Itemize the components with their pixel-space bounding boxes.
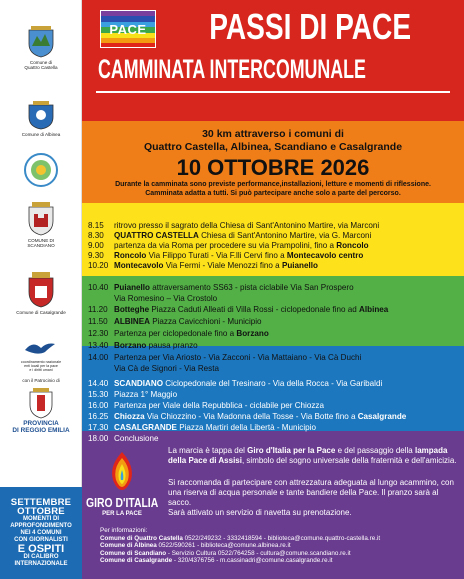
schedule-row: 15.30 Piazza 1° Maggio — [88, 390, 178, 399]
crest-scandiano: COMUNE DI SCANDIANO — [19, 200, 63, 249]
schedule-row: 11.20 Botteghe Piazza Caduti Alleati di Villa Rossi - ciclopedonale fino ad Albinea — [88, 305, 389, 314]
schedule-row: 17.30 CASALGRANDE Piazza Martiri della Libertà - Municipio — [88, 423, 316, 432]
schedule-row: Via Cà de Signori - Via Resta — [114, 364, 219, 373]
schedule-row: 16.00 Partenza per Viale della Repubblica - ciclabile per Chiozza — [88, 401, 324, 410]
patrocinio: con il Patrocinio di PROVINCIA DI REGGIO EMILIA — [12, 378, 70, 434]
contact-row: Comune di Casalgrande - 320/4376756 - m.cassinadri@comune.casalgrande.re.it — [100, 557, 333, 565]
promo-box: SETTEMBRE OTTOBRE MOMENTI DI APPROFONDIMENTO NEI 4 COMUNI CON GIORNALISTI E OSPITI DI CALIBRO INTERNAZIONALE — [0, 487, 82, 579]
schedule-row: 10.20 Montecavolo Via Fermi - Viale Menozzi fino a Puianello — [88, 261, 318, 270]
schedule-row: 8.15 ritrovo presso il sagrato della Chiesa di Sant'Antonino Martire, via Marconi — [88, 221, 380, 230]
crest-round-seal — [19, 152, 63, 188]
contact-row: Comune di Scandiano - Servizio Cultura 0522/764258 - cultura@comune.scandiano.re.it — [100, 549, 351, 557]
recommendation: Si raccomanda di partecipare con attrezzatura adeguata al lungo acammino, con una riserva di acqua personale e tante bandiere della Pace. Il pranzo sarà al sacco. — [168, 478, 454, 507]
contact-row: Comune di Albinea 0522/590261 - biblioteca@comune.albinea.re.it — [100, 542, 291, 550]
page-subtitle: CAMMINATA INTERCOMUNALE — [98, 54, 366, 84]
giro-logo: GIRO D'ITALIA PER LA PACE — [84, 450, 160, 536]
schedule-row: Via Romesino – Via Crostolo — [114, 294, 218, 303]
route-summary: 30 km attraverso i comuni di Quattro Castella, Albinea, Scandiano e Casalgrande — [143, 128, 403, 153]
peace-flag-icon — [100, 10, 156, 48]
page-title: PASSI DI PACE — [209, 6, 412, 47]
schedule-row: 16.25 Chiozza Via Chiozzino - Via Madonna della Tosse - Via Botte fino a Casalgrande — [88, 412, 407, 421]
schedule-row: 8.30 QUATTRO CASTELLA Chiesa di Sant'Antonino Martire, via G. Marconi — [88, 231, 372, 240]
round-seal-icon — [23, 152, 59, 188]
schedule-row: 11.50 ALBINEA Piazza Cavicchioni - Municipio — [88, 317, 262, 326]
intro-text: Durante la camminata sono previste performance,installazioni, letture e momenti di riflessione. Camminata adatta a tutti. Si può partecipare anche solo a parte del percorso. — [115, 181, 431, 197]
scandiano-crest-icon — [27, 200, 55, 236]
flag-word: PACE — [109, 22, 147, 37]
main-poster — [82, 0, 464, 579]
event-date: 10 OTTOBRE 2026 — [176, 155, 370, 180]
schedule-row: 13.40 Borzano pausa pranzo — [88, 341, 198, 350]
contact-row: Comune di Quattro Castella 0522/249232 - 3332418594 - biblioteca@comune.quattro-castella.re.it — [100, 534, 381, 542]
schedule-row: 9.30 Roncolo Via Filippo Turati - Via F.lli Cervi fino a Montecavolo centro — [88, 251, 364, 260]
giro-description: La marcia è tappa del Giro d'Italia per la Pace e del passaggio della lampada della Pace di Assisi, simbolo del sogno universale della fraternità e dell'amicizia. — [168, 446, 457, 465]
dove-icon — [21, 338, 61, 358]
schedule-row: 12.30 Partenza per ciclopedonale fino a Borzano — [88, 329, 269, 338]
schedule-row: 14.40 SCANDIANO Ciclopedonale del Tresinaro - Via della Rocca - Via Garibaldi — [88, 379, 383, 388]
crest-albinea: Comune di Albinea — [19, 100, 63, 137]
schedule-row: 14.00 Partenza per Via Ariosto - Via Zacconi - Via Mattaiano - Via Cà Duchi — [88, 353, 362, 362]
albinea-crest-icon — [27, 100, 55, 130]
crest-quattro-castella: Comune di Quattro Castella — [19, 24, 63, 71]
quattro-castella-crest-icon — [27, 24, 55, 58]
sponsor-sidebar — [0, 0, 82, 579]
shuttle-note: Sarà attivato un servizio di navetta su prenotazione. — [168, 508, 352, 517]
crest-casalgrande: Comune di Casalgrande — [19, 270, 63, 315]
schedule-row: 18.00 Conclusione — [88, 434, 159, 443]
flame-icon — [105, 450, 139, 492]
provincia-crest-icon — [28, 387, 54, 419]
crest-coordinamento: coordinamento nazionale enti locali per la pace e i diritti umani — [19, 338, 63, 373]
title-divider — [96, 91, 450, 93]
contact-info: Per informazioni: Comune di Quattro Castella 0522/249232 - 3332418594 - biblioteca@comune.quattro-castella.re.it Comune di Albinea 0522/590261 - biblioteca@comune.albinea.re.it Comune di Scandiano - Servizio Cultura 0522/764258 - cultura@comune.scandiano.re.it Comune di Casalgrande - 320/4376756 - m.cassinadri@comune.casalgrande.re.it — [100, 527, 462, 565]
schedule-row: 10.40 Puianello attraversamento SS63 - pista ciclabile Via San Prospero — [88, 283, 354, 292]
casalgrande-crest-icon — [27, 270, 55, 308]
schedule-row: 9.00 partenza da via Roma per procedere su via Prampolini, fino a Roncolo — [88, 241, 369, 250]
